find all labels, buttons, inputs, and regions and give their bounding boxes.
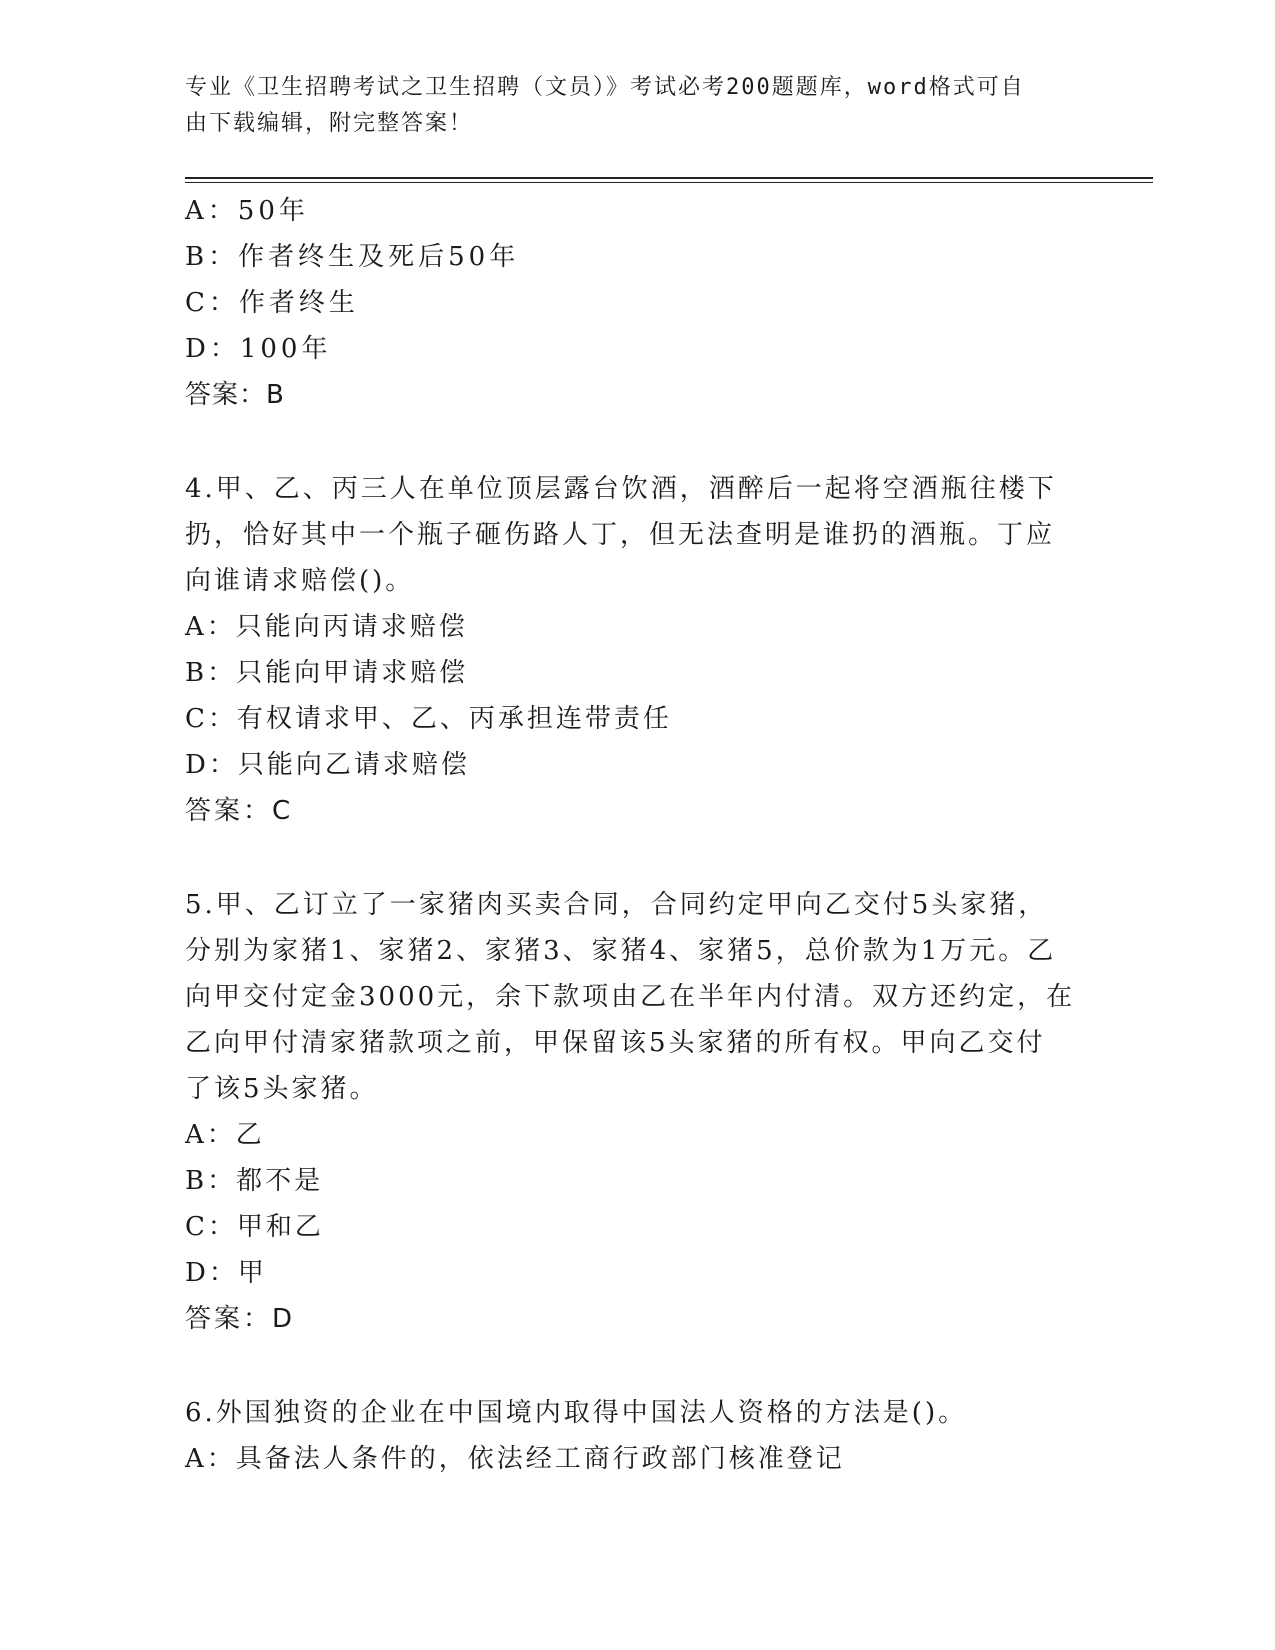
option-d: D：只能向乙请求赔偿 bbox=[185, 750, 470, 780]
question-text-line: 5.甲、乙订立了一家猪肉买卖合同，合同约定甲向乙交付5头家猪， bbox=[185, 890, 1048, 920]
answer-line: 答案：C bbox=[185, 796, 294, 826]
question-text-line: 向谁请求赔偿()。 bbox=[185, 566, 415, 596]
option-c: C：作者终生 bbox=[185, 288, 359, 318]
option-c: C：甲和乙 bbox=[185, 1212, 324, 1242]
question-text-line: 向甲交付定金3000元，余下款项由乙在半年内付清。双方还约定，在 bbox=[185, 982, 1076, 1012]
question-3 bbox=[185, 188, 1105, 418]
option-b: B：都不是 bbox=[185, 1166, 324, 1196]
option-a: A：只能向丙请求赔偿 bbox=[185, 612, 468, 642]
option-c: C：有权请求甲、乙、丙承担连带责任 bbox=[185, 704, 672, 734]
header-line-2: 由下载编辑，附完整答案！ bbox=[185, 111, 474, 136]
question-text-line: 乙向甲付清家猪款项之前，甲保留该5头家猪的所有权。甲向乙交付 bbox=[185, 1028, 1046, 1058]
question-5 bbox=[185, 882, 1105, 1342]
option-d: D：甲 bbox=[185, 1258, 267, 1288]
question-text-line: 4.甲、乙、丙三人在单位顶层露台饮酒，酒醉后一起将空酒瓶往楼下 bbox=[185, 474, 1057, 504]
question-text-line: 了该5头家猪。 bbox=[185, 1074, 379, 1104]
answer-line: 答案：D bbox=[185, 1304, 296, 1334]
option-b: B：只能向甲请求赔偿 bbox=[185, 658, 469, 688]
header-line-1: 专业《卫生招聘考试之卫生招聘（文员）》考试必考200题题库，word格式可自 bbox=[185, 75, 1025, 100]
question-list bbox=[185, 188, 1105, 1482]
option-a: A：乙 bbox=[185, 1120, 265, 1150]
question-4 bbox=[185, 466, 1105, 834]
option-d: D：100年 bbox=[185, 334, 332, 364]
question-text-line: 分别为家猪1、家猪2、家猪3、家猪4、家猪5，总价款为1万元。乙 bbox=[185, 936, 1057, 966]
option-a: A：50年 bbox=[185, 196, 309, 226]
question-text-line: 6.外国独资的企业在中国境内取得中国法人资格的方法是()。 bbox=[185, 1398, 968, 1428]
option-a: A：具备法人条件的，依法经工商行政部门核准登记 bbox=[185, 1444, 845, 1474]
option-b: B：作者终生及死后50年 bbox=[185, 242, 520, 272]
document-header bbox=[185, 70, 1085, 142]
question-6 bbox=[185, 1390, 1105, 1482]
header-rule-thick bbox=[185, 177, 1153, 179]
question-text-line: 扔，恰好其中一个瓶子砸伤路人丁，但无法查明是谁扔的酒瓶。丁应 bbox=[185, 520, 1056, 550]
header-rule-thin bbox=[185, 182, 1153, 183]
answer-line: 答案：B bbox=[185, 380, 285, 410]
